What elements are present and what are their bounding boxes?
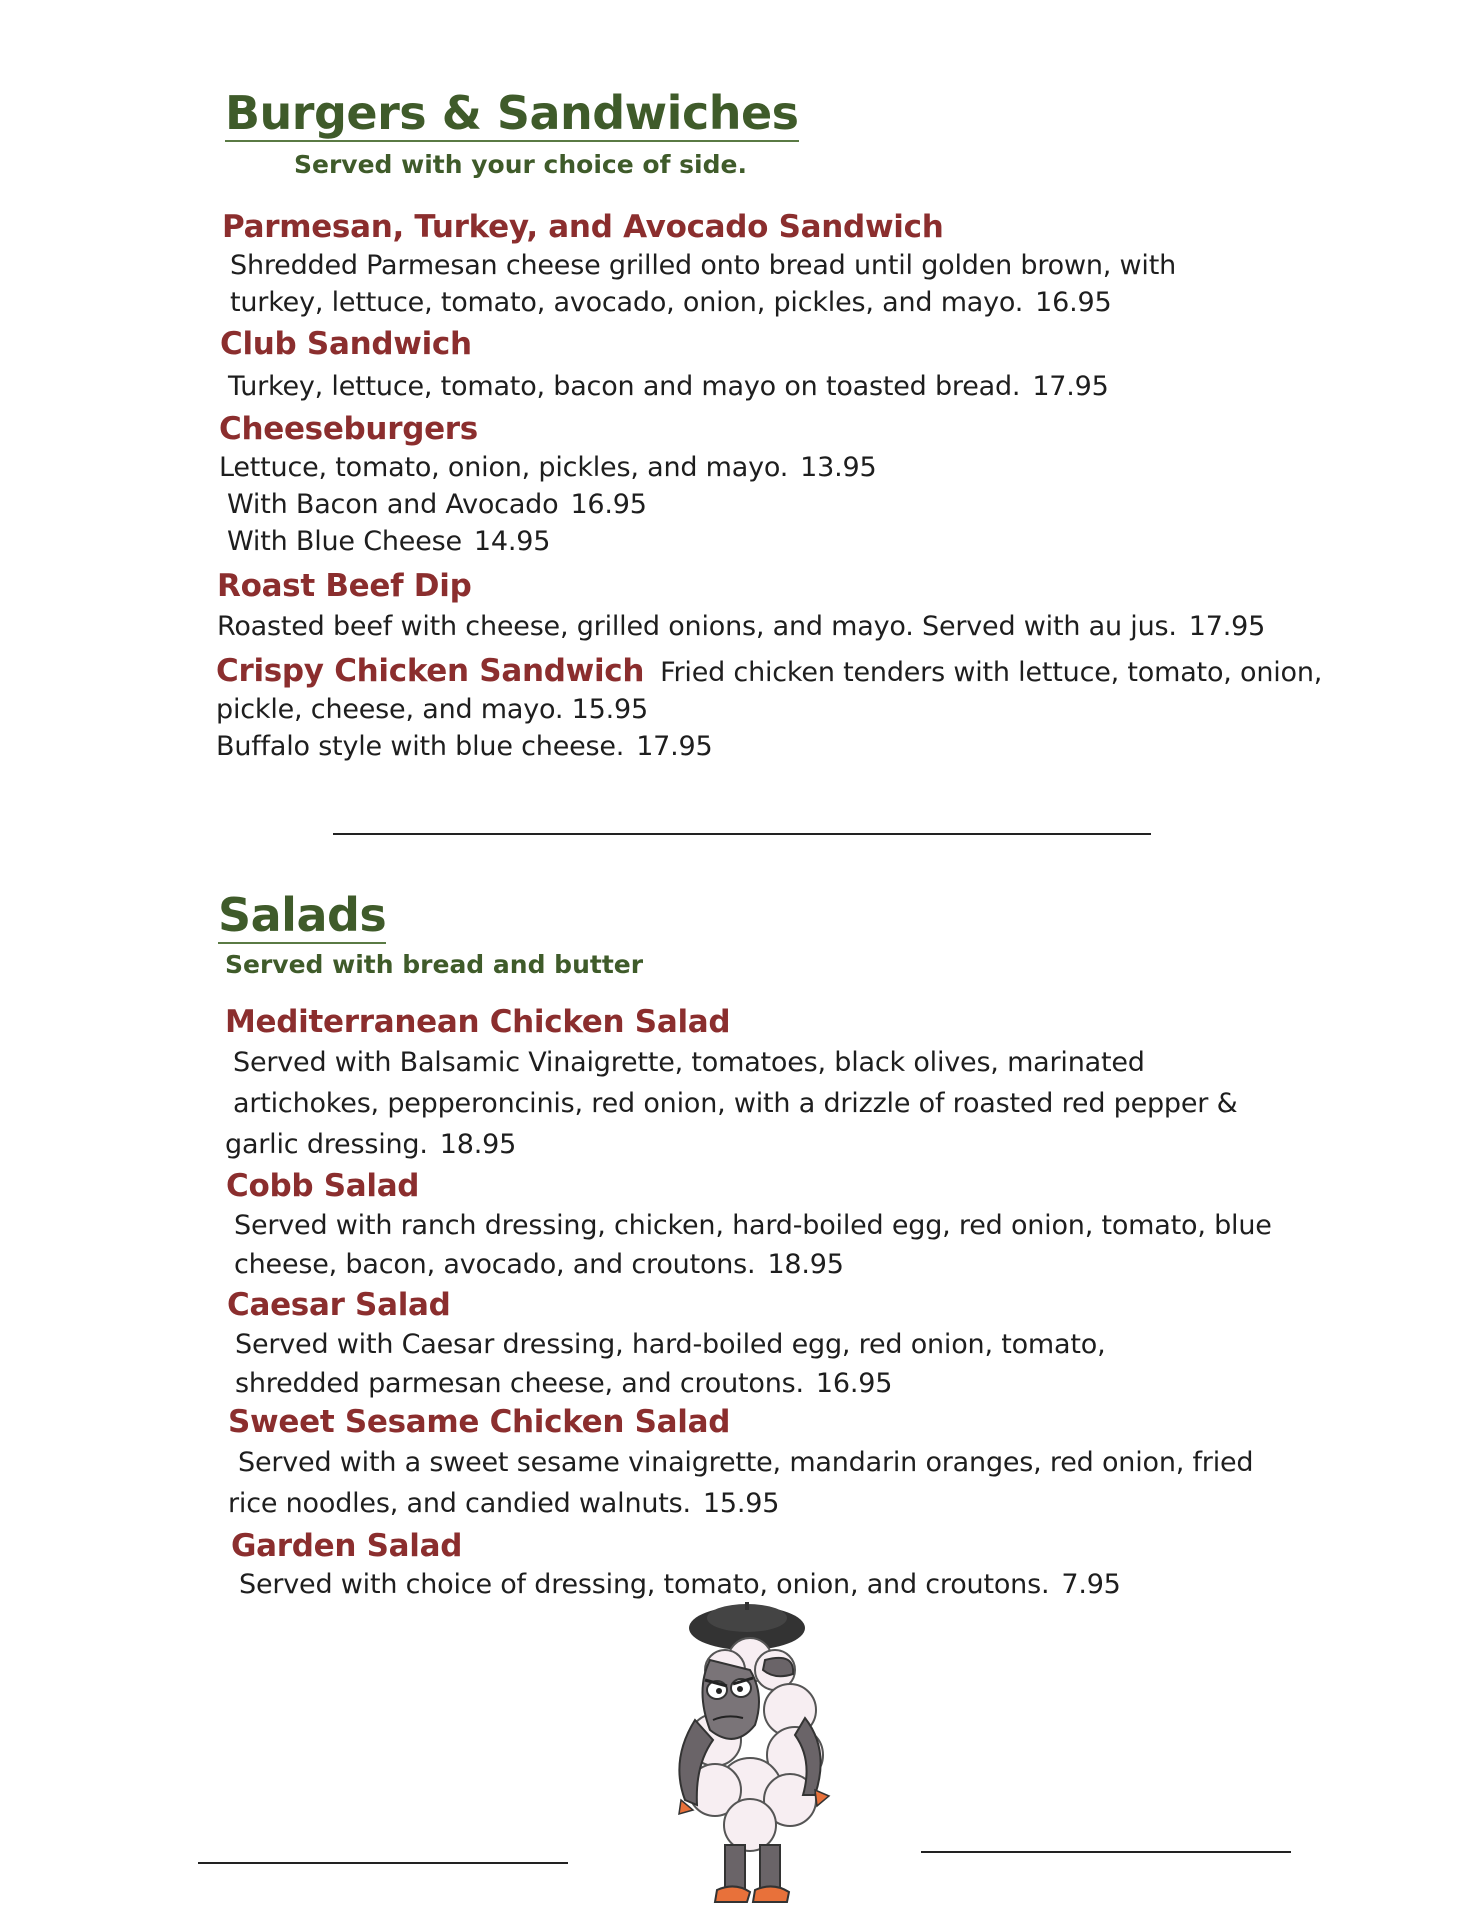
option-price: 16.95: [570, 488, 647, 520]
item-description: Shredded Parmesan cheese grilled onto bread until golden brown, with turkey, lettuce, tomato, avocado, onion, pickles, and mayo. 16.95: [230, 249, 1177, 318]
menu-item-caesar-salad: [227, 1286, 1307, 1403]
item-description: Served with choice of dressing, tomato, onion, and croutons. 7.95: [239, 1568, 1121, 1600]
item-price: 18.95: [767, 1248, 844, 1280]
salads-section-subtitle: Served with bread and butter: [225, 950, 644, 979]
menu-item-mediterranean-chicken-salad: [225, 1003, 1305, 1165]
item-name: Garden Salad: [231, 1528, 463, 1564]
item-inline-description: Fried chicken tenders with lettuce, tomato, onion,: [660, 657, 1323, 688]
menu-item-club-sandwich: [220, 325, 1300, 405]
item-description: Served with Caesar dressing, hard-boiled egg, red onion, tomato, shredded parmesan cheese, and croutons. 16.95: [235, 1328, 1106, 1399]
item-price: 16.95: [815, 1367, 893, 1399]
item-name: Club Sandwich: [220, 326, 472, 362]
item-name: Cheeseburgers: [219, 411, 478, 447]
item-name: Cobb Salad: [226, 1168, 420, 1204]
burgers-section-title: Burgers & Sandwiches: [225, 86, 799, 140]
option-price: 14.95: [473, 525, 551, 557]
footer-rule-right: [921, 1851, 1291, 1853]
item-description: Served with Balsamic Vinaigrette, tomatoes, black olives, marinated artichokes, pepperoncinis, red onion, with a drizzle of roasted red pepper & garlic dressing. 18.95: [225, 1046, 1238, 1160]
footer-rule-left: [198, 1862, 568, 1864]
item-description: Served with a sweet sesame vinaigrette, mandarin oranges, red onion, fried rice noodles, and candied walnuts. 15.95: [228, 1446, 1254, 1519]
item-description: Turkey, lettuce, tomato, bacon and mayo on toasted bread. 17.95: [228, 370, 1109, 402]
section-divider: [333, 833, 1151, 835]
menu-item-sweet-sesame-chicken-salad: [228, 1403, 1308, 1524]
item-description: pickle, cheese, and mayo. 15.95 Buffalo style with blue cheese. 17.95: [216, 691, 1336, 765]
burgers-section-subtitle: Served with your choice of side.: [294, 150, 747, 179]
item-price: 16.95: [1035, 286, 1112, 318]
item-name: Crispy Chicken Sandwich Fried chicken tenders with lettuce, tomato, onion,: [216, 653, 1323, 689]
item-name: Mediterranean Chicken Salad: [225, 1004, 731, 1040]
item-price: 13.95: [800, 451, 877, 483]
menu-item-roast-beef-dip: [217, 567, 1297, 645]
menu-item-garden-salad: [231, 1527, 1311, 1603]
menu-item-parmesan-turkey-avocado: [222, 208, 1302, 321]
item-description: Served with ranch dressing, chicken, hard-boiled egg, red onion, tomato, blue cheese, bacon, avocado, and croutons. 18.95: [234, 1209, 1272, 1280]
item-price: 15.95: [702, 1487, 780, 1519]
item-name: Roast Beef Dip: [217, 568, 472, 604]
item-option: With Bacon and Avocado 16.95: [227, 488, 647, 520]
item-name: Parmesan, Turkey, and Avocado Sandwich: [222, 209, 944, 245]
salads-section-title: Salads: [218, 888, 387, 942]
item-price: 18.95: [439, 1128, 517, 1160]
item-name: Caesar Salad: [227, 1287, 451, 1323]
option-price: 17.95: [636, 730, 713, 762]
item-price: 17.95: [1188, 610, 1266, 642]
item-name: Sweet Sesame Chicken Salad: [228, 1404, 731, 1440]
item-price: 17.95: [1032, 370, 1109, 402]
menu-item-cobb-salad: [226, 1167, 1306, 1284]
sheep-chef-mascot-icon: [655, 1600, 885, 1921]
item-option: With Blue Cheese 14.95: [227, 525, 551, 557]
item-description: Roasted beef with cheese, grilled onions, and mayo. Served with au jus. 17.95: [217, 610, 1266, 642]
item-price: 7.95: [1061, 1568, 1121, 1600]
menu-item-cheeseburgers: [219, 410, 1299, 560]
menu-item-crispy-chicken-sandwich: [216, 652, 1336, 765]
item-option: Buffalo style with blue cheese. 17.95: [216, 730, 713, 762]
item-description: Lettuce, tomato, onion, pickles, and mayo. 13.95 With Bacon and Avocado 16.95 With Blue Cheese 14.95: [219, 449, 1299, 560]
